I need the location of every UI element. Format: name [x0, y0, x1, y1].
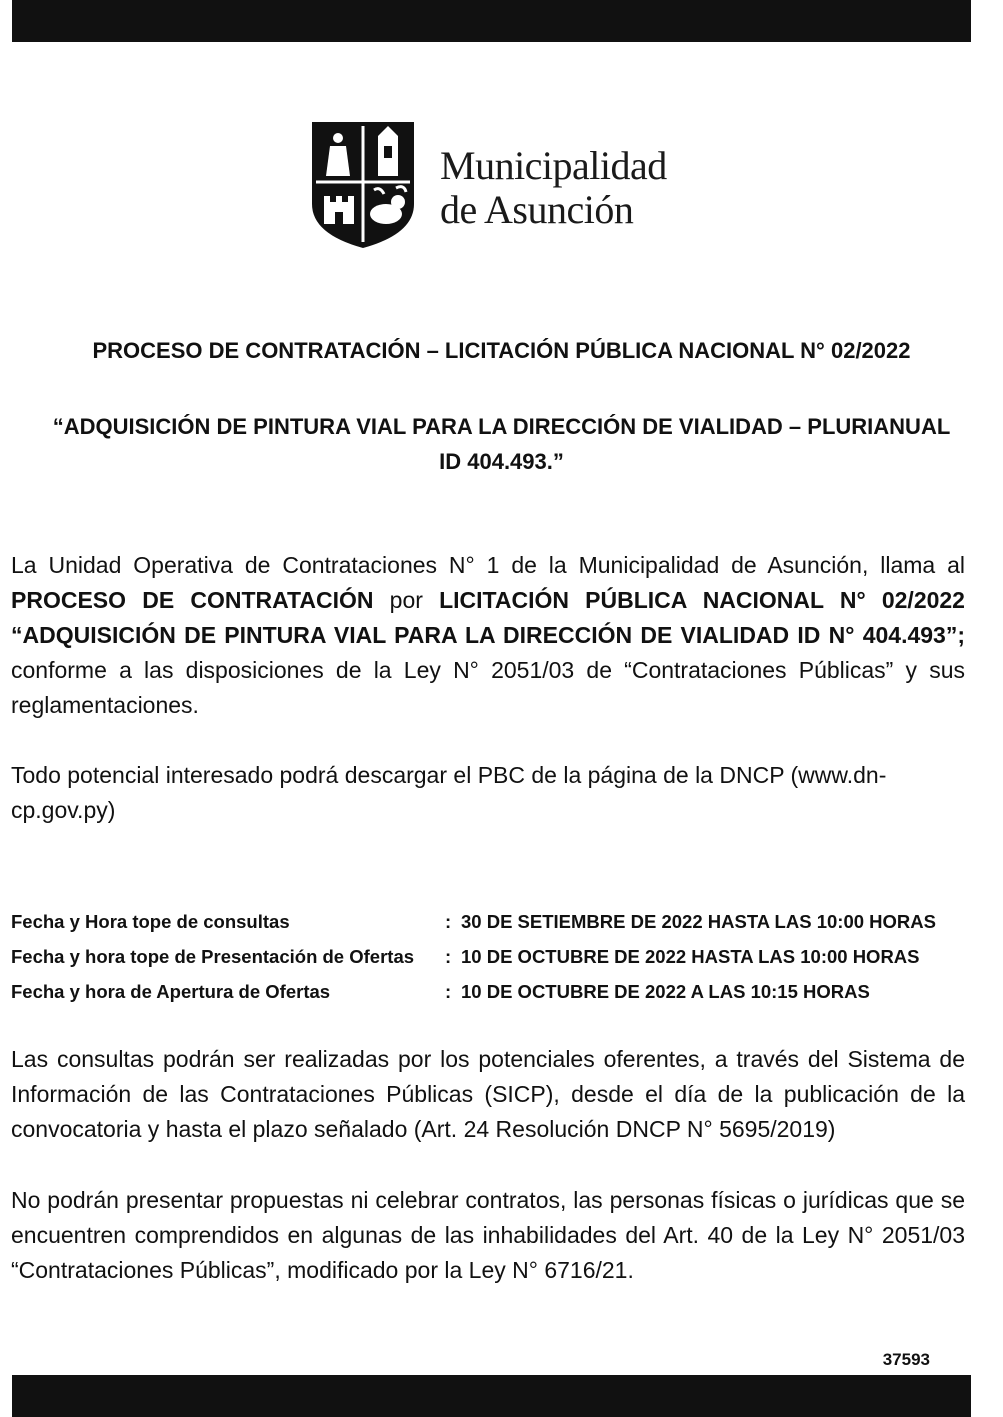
call-process-bold: PROCESO DE CONTRATACIÓN	[11, 587, 374, 613]
call-mid: por	[373, 587, 440, 613]
acquisition-heading-line-2: ID 404.493.”	[439, 449, 564, 474]
date-value: 30 DE SETIEMBRE DE 2022 HASTA LAS 10:00 HORAS	[461, 910, 936, 932]
call-end: conforme a las disposiciones de la Ley N° 2051/03 de “Contrataciones Públicas” y sus reglamentaciones.	[11, 657, 965, 718]
reference-number: 37593	[882, 1350, 930, 1369]
call-intro: La Unidad Operativa de Contrataciones N° 1 de la Municipalidad de Asunción, llama al	[11, 552, 965, 578]
date-label: Fecha y hora tope de Presentación de Ofertas	[11, 945, 415, 967]
date-label: Fecha y Hora tope de consultas	[11, 910, 290, 932]
municipality-name	[440, 144, 667, 232]
bottom-border-bar	[12, 1375, 971, 1417]
date-row	[11, 939, 971, 974]
call-tender-bold: LICITACIÓN PÚBLICA NACIONAL N° 02/2022 “ADQUISICIÓN DE PINTURA VIAL PARA LA DIRECCIÓN DE VIALIDAD ID N° 404.493”;	[11, 587, 965, 648]
download-paragraph: Todo potencial interesado podrá descargar el PBC de la página de la DNCP (www.dn-cp.gov.py)	[11, 762, 887, 823]
date-value: 10 DE OCTUBRE DE 2022 HASTA LAS 10:00 HORAS	[461, 945, 920, 967]
date-separator: :	[445, 945, 452, 967]
ineligibility-paragraph: No podrán presentar propuestas ni celebrar contratos, las personas físicas o jurídicas que se encuentren comprendidos en algunas de las inhabilidades del Art. 40 de la Ley N° 2051/03 “Contrataciones Públicas”, modificado por la Ley N° 6716/21.	[11, 1187, 965, 1283]
process-heading: PROCESO DE CONTRATACIÓN – LICITACIÓN PÚBLICA NACIONAL N° 02/2022	[92, 338, 911, 363]
logo-line-2: de Asunción	[440, 187, 634, 232]
date-separator: :	[445, 910, 452, 932]
acquisition-heading-line-1: “ADQUISICIÓN DE PINTURA VIAL PARA LA DIRECCIÓN DE VIALIDAD – PLURIANUAL	[52, 414, 951, 439]
coat-of-arms-icon	[308, 118, 418, 250]
date-row	[11, 974, 971, 1009]
call-paragraph	[11, 548, 965, 723]
logo-line-1: Municipalidad	[440, 143, 667, 188]
date-separator: :	[445, 980, 452, 1002]
top-border-bar	[12, 0, 971, 42]
date-row	[11, 904, 971, 939]
dates-table	[11, 904, 971, 1009]
date-value: 10 DE OCTUBRE DE 2022 A LAS 10:15 HORAS	[461, 980, 870, 1002]
date-label: Fecha y hora de Apertura de Ofertas	[11, 980, 331, 1002]
municipality-logo	[308, 118, 668, 253]
consultation-paragraph: Las consultas podrán ser realizadas por los potenciales oferentes, a través del Sistema de Información de las Contrataciones Públicas (SICP), desde el día de la publicación de la convocatoria y hasta el plazo señalado (Art. 24 Resolución DNCP N° 5695/2019)	[11, 1046, 965, 1142]
acquisition-heading	[10, 409, 993, 479]
